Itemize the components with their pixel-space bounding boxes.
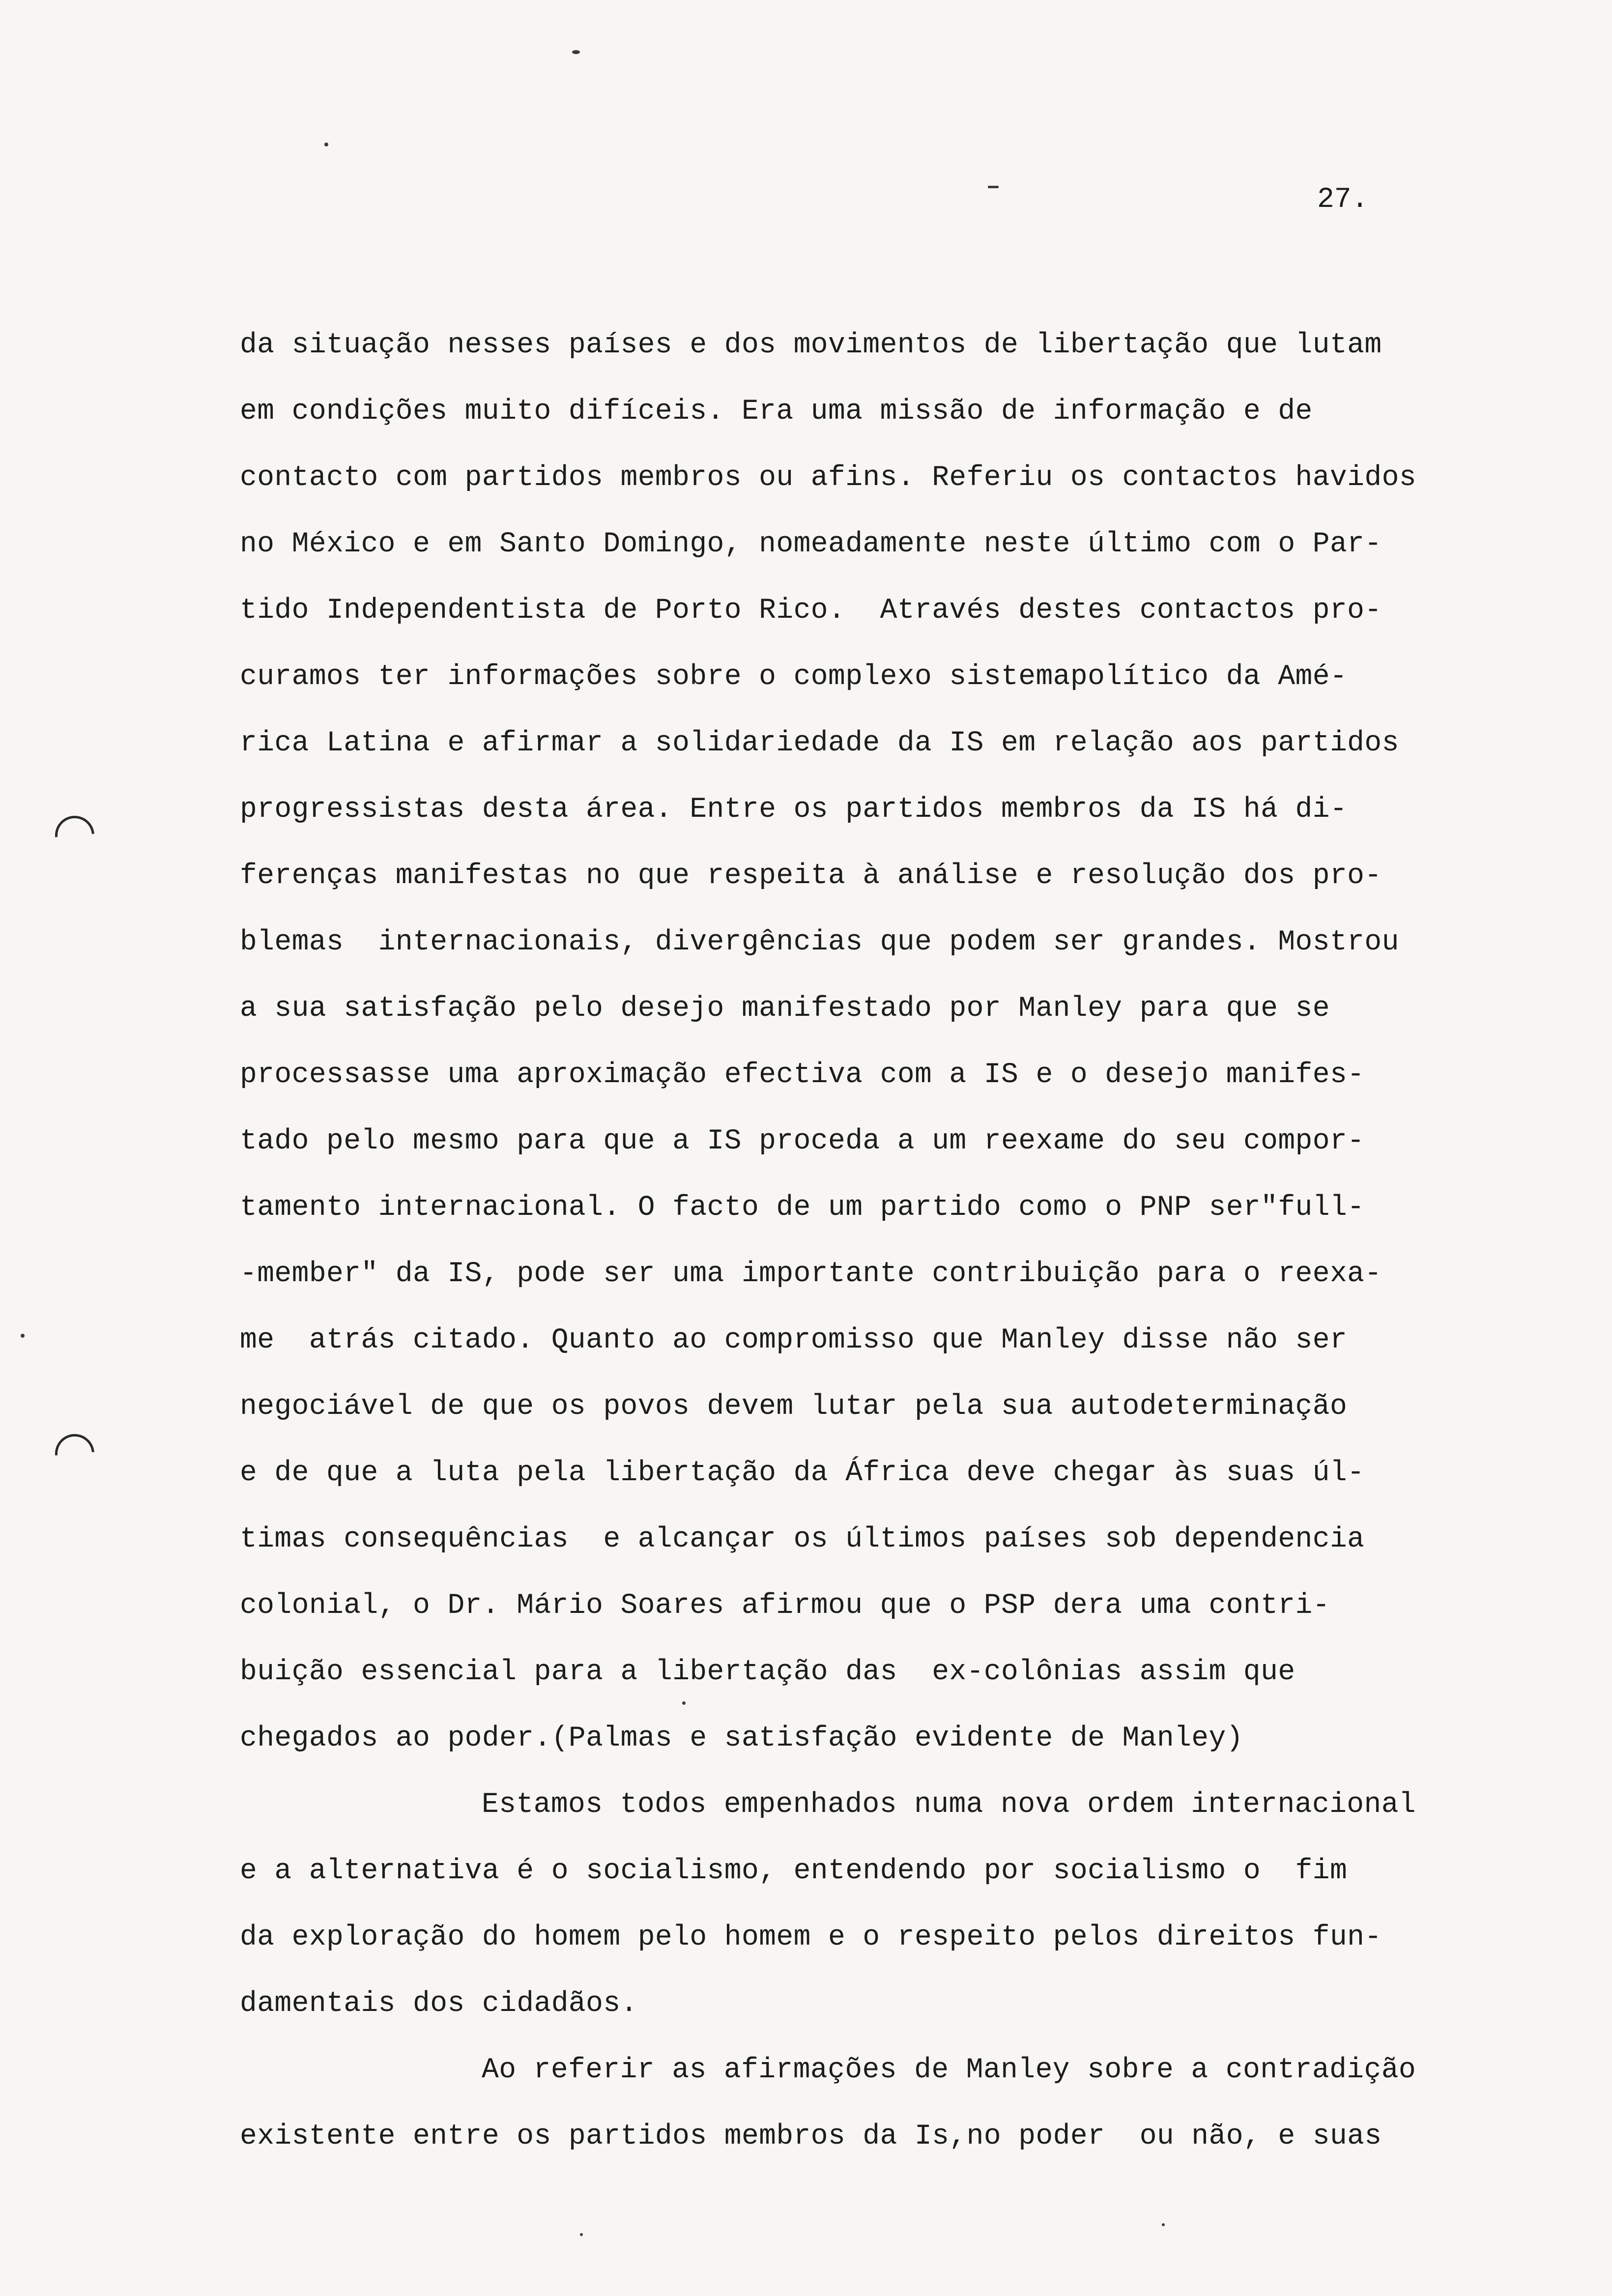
text-line-5: tido Independentista de Porto Rico. Através destes contactos pro- <box>240 595 1382 627</box>
scan-speck <box>21 1334 25 1338</box>
scan-speck <box>1162 2223 1165 2226</box>
text-line-22: chegados ao poder.(Palmas e satisfação evidente de Manley) <box>240 1722 1243 1754</box>
text-line-26: damentais dos cidadãos. <box>240 1988 638 2020</box>
text-line-19: timas consequências e alcançar os últimos países sob dependencia <box>240 1523 1365 1555</box>
text-line-28: existente entre os partidos membros da Is,no poder ou não, e suas <box>240 2121 1382 2152</box>
text-line-18: e de que a luta pela libertação da África deve chegar às suas úl- <box>240 1457 1365 1489</box>
margin-punch-mark-lower <box>47 1426 103 1482</box>
text-line-8: progressistas desta área. Entre os partidos membros da IS há di- <box>240 794 1348 826</box>
text-line-27: Ao referir as afirmações de Manley sobre a contradição <box>482 2054 1416 2086</box>
text-line-4: no México e em Santo Domingo, nomeadamente neste último com o Par- <box>240 528 1382 560</box>
text-line-15: -member" da IS, pode ser uma importante contribuição para o reexa- <box>240 1258 1382 1290</box>
text-line-20: colonial, o Dr. Mário Soares afirmou que o PSP dera uma contri- <box>240 1590 1330 1622</box>
scan-speck <box>324 143 328 146</box>
text-line-23: Estamos todos empenhados numa nova ordem internacional <box>482 1789 1416 1821</box>
scan-speck <box>682 1701 686 1705</box>
text-line-12: processasse uma aproximação efectiva com a IS e o desejo manifes- <box>240 1059 1365 1091</box>
text-line-21: buição essencial para a libertação das ex-colônias assim que <box>240 1656 1295 1688</box>
text-line-11: a sua satisfação pelo desejo manifestado por Manley para que se <box>240 993 1330 1025</box>
text-line-6: curamos ter informações sobre o complexo sistemapolítico da Amé- <box>240 661 1348 693</box>
text-line-3: contacto com partidos membros ou afins. Referiu os contactos havidos <box>240 462 1416 494</box>
text-line-13: tado pelo mesmo para que a IS proceda a um reexame do seu compor- <box>240 1125 1365 1157</box>
scan-speck <box>572 50 580 54</box>
margin-punch-mark-upper <box>47 808 103 863</box>
text-line-24: e a alternativa é o socialismo, entendendo por socialismo o fim <box>240 1855 1348 1887</box>
text-line-2: em condições muito difíceis. Era uma missão de informação e de <box>240 396 1313 428</box>
scan-speck <box>988 186 999 188</box>
text-line-7: rica Latina e afirmar a solidariedade da IS em relação aos partidos <box>240 727 1399 759</box>
text-line-10: blemas internacionais, divergências que podem ser grandes. Mostrou <box>240 926 1399 958</box>
text-line-1: da situação nesses países e dos movimentos de libertação que lutam <box>240 329 1382 361</box>
text-line-25: da exploração do homem pelo homem e o respeito pelos direitos fun- <box>240 1922 1382 1953</box>
text-line-16: me atrás citado. Quanto ao compromisso que Manley disse não ser <box>240 1324 1348 1356</box>
page-number: 27. <box>1317 184 1369 216</box>
text-line-17: negociável de que os povos devem lutar pela sua autodeterminação <box>240 1391 1348 1423</box>
text-line-14: tamento internacional. O facto de um partido como o PNP ser"full- <box>240 1192 1365 1224</box>
text-line-9: ferenças manifestas no que respeita à análise e resolução dos pro- <box>240 860 1382 892</box>
scan-speck <box>580 2233 583 2236</box>
